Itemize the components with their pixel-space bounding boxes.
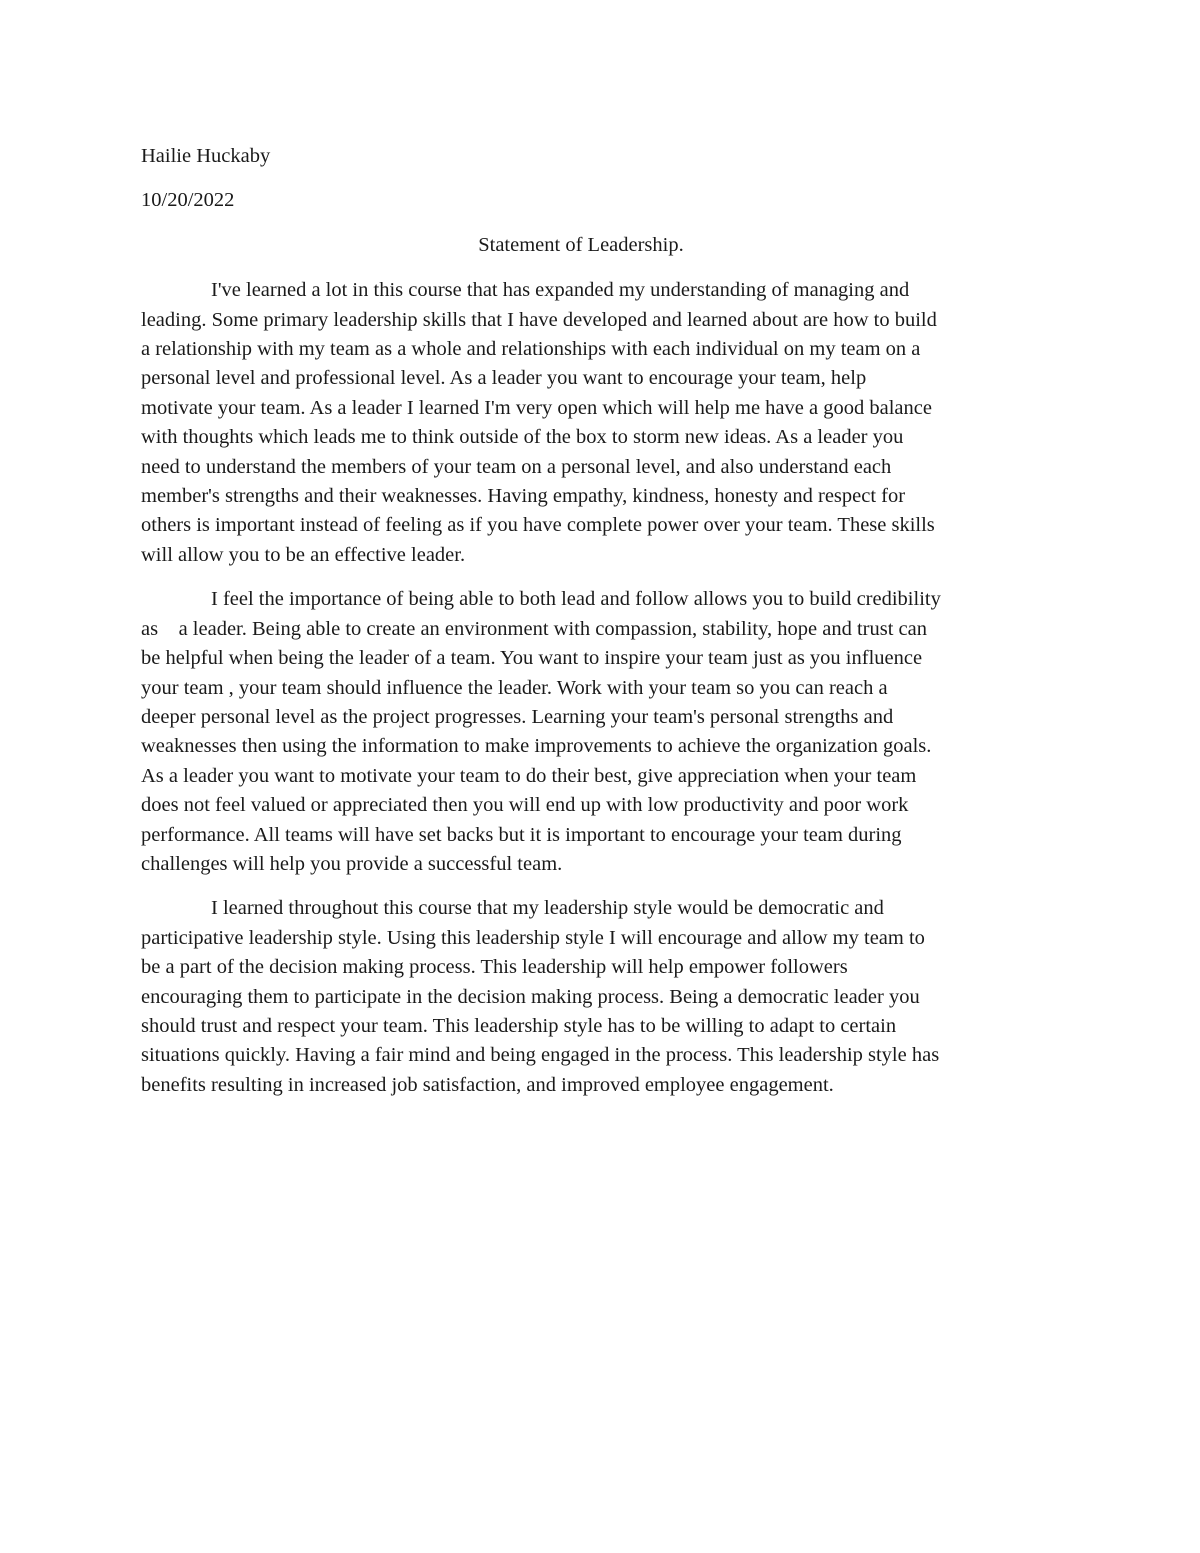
text-line: leading. Some primary leadership skills that I have developed and learned about are how to build: [141, 308, 937, 331]
text-line: I learned throughout this course that my leadership style would be democratic and: [211, 897, 884, 920]
text-line: as a leader. Being able to create an environment with compassion, stability, hope and trust can: [141, 617, 927, 640]
text-line: personal level and professional level. As a leader you want to encourage your team, help: [141, 367, 867, 390]
text-line: does not feel valued or appreciated then you will end up with low productivity and poor work: [141, 794, 909, 817]
document-title: Statement of Leadership.: [478, 233, 684, 256]
text-line: weaknesses then using the information to make improvements to achieve the organization goals.: [141, 735, 932, 758]
text-line: situations quickly. Having a fair mind and being engaged in the process. This leadership style has: [141, 1044, 940, 1067]
text-line: benefits resulting in increased job satisfaction, and improved employee engagement.: [141, 1073, 834, 1096]
text-line: your team , your team should influence the leader. Work with your team so you can reach a: [141, 676, 888, 699]
text-line: challenges will help you provide a successful team.: [141, 852, 563, 875]
text-line: will allow you to be an effective leader.: [141, 543, 466, 566]
text-line: I feel the importance of being able to both lead and follow allows you to build credibility: [211, 588, 941, 611]
text-line: with thoughts which leads me to think outside of the box to storm new ideas. As a leader you: [141, 426, 904, 449]
text-line: should trust and respect your team. This leadership style has to be willing to adapt to certain: [141, 1014, 897, 1037]
text-line: member's strengths and their weaknesses. Having empathy, kindness, honesty and respect for: [141, 485, 906, 508]
text-line: a relationship with my team as a whole and relationships with each individual on my team on a: [141, 338, 921, 361]
text-line: motivate your team. As a leader I learned I'm very open which will help me have a good balance: [141, 396, 932, 419]
text-line: be a part of the decision making process. This leadership will help empower followers: [141, 956, 848, 979]
text-line: others is important instead of feeling as if you have complete power over your team. These skills: [141, 514, 935, 537]
text-line: participative leadership style. Using this leadership style I will encourage and allow my team to: [141, 926, 925, 949]
paragraph-1: [141, 276, 1061, 570]
text-line: performance. All teams will have set backs but it is important to encourage your team during: [141, 823, 902, 846]
paragraph-3: [141, 894, 1061, 1100]
paragraph-2: [141, 585, 1061, 879]
text-line: As a leader you want to motivate your team to do their best, give appreciation when your team: [141, 764, 917, 787]
text-line: be helpful when being the leader of a team. You want to inspire your team just as you influence: [141, 647, 923, 670]
document-body: [141, 142, 1061, 1115]
document-date: 10/20/2022: [141, 189, 235, 212]
text-line: encouraging them to participate in the decision making process. Being a democratic leader you: [141, 985, 920, 1008]
author-name: Hailie Huckaby: [141, 145, 271, 167]
text-line: deeper personal level as the project progresses. Learning your team's personal strengths and: [141, 705, 894, 728]
text-line: I've learned a lot in this course that has expanded my understanding of managing and: [211, 279, 910, 302]
text-line: need to understand the members of your team on a personal level, and also understand each: [141, 455, 892, 478]
